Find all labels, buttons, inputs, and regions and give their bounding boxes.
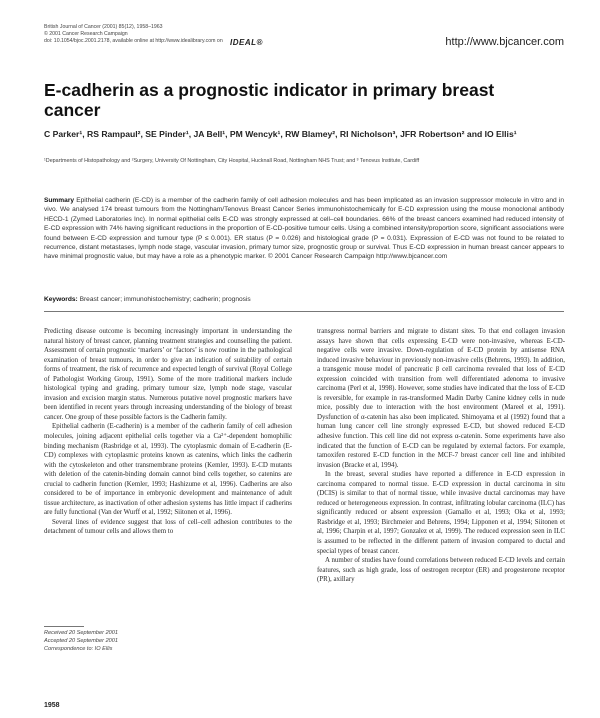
body-paragraph: Epithelial cadherin (E-cadherin) is a member of the cadherin family of cell adhesion molecules, joining adjacent epithelial cells together via a Ca²⁺-dependent homophilic binding mechanism (Rasbridge et al, 1993). The cytoplasmic domain of E-cadherin (E-CD) complexes with cytoplasmic proteins known as catenins, which links the cadherin with the cytoskeleton and other transmembrane proteins (Kemler, 1993). E-CD mutants with deletion of the catenin-binding domain cannot bind cells together, so catenins are crucial to cadherin function (Kemler, 1993; Hashizume et al, 1996). Cadherins are also considered to be of importance in embryonic development and maintenance of adult tissue architecture, as inactivation of other adhesion systems has little impact if cadherins are fully functional (Van der Wurff et al, 1992; Siitonen et al, 1996). <box>44 423 292 517</box>
page-header <box>44 24 564 46</box>
article-dates <box>44 630 284 653</box>
keywords <box>44 295 564 304</box>
journal-url[interactable]: http://www.bjcancer.com <box>445 36 564 48</box>
summary-label: Summary <box>44 197 75 204</box>
section-divider <box>44 311 564 312</box>
affiliations: ¹Departments of Histopathology and ²Surgery, University Of Nottingham, City Hospital, Hucknall Road, Nottingham NHS Trust; and ³ Tenovus Institute, Cardiff <box>44 158 420 164</box>
footnote-divider <box>44 626 84 627</box>
accepted-date: Accepted 20 September 2001 <box>44 637 119 644</box>
article-title: E-cadherin as a prognostic indicator in primary breast cancer <box>44 80 495 120</box>
keywords-label: Keywords: <box>44 296 78 303</box>
body-paragraph: Several lines of evidence suggest that loss of cell–cell adhesion contributes to the detachment of tumour cells and allows them to <box>44 518 292 536</box>
received-date: Received 20 September 2001 <box>44 630 119 636</box>
copyright-line: © 2001 Cancer Research Campaign <box>44 31 128 38</box>
body-column-right <box>317 327 565 585</box>
correspondence: Correspondence to: IO Ellis <box>44 645 113 652</box>
abstract <box>44 196 564 262</box>
body-paragraph: transgress normal barriers and migrate to distant sites. To that end collagen invasion assays have shown that cells expressing E-CD were non-invasive, whereas E-CD-negative cells were invasive. Down-regulation of E-CD protein by antisense RNA induced invasive behaviour in previously non-invasive cells (Behrens, 1993). In addition, a transgenic mouse model of pancreatic β cell carcinoma revealed that loss of E-CD expression coincided with transition from well differentiated adenoma to invasive carcinoma (Perl et al, 1998). However, some studies have indicated that the loss of E-CD is reversible, for example in ras-transformed Madin Darby Canine kidney cells in nude mice, possibly due to interaction with the host environment (Mareel et al, 1991). Dysfunction of α-catenin has also been implicated. Shimoyama et al (1992) found that a human lung cancer cell line strongly expressed E-CD, but showed reduced E-CD adhesive function. This cell line did not express α-catenin. Some experiments have also indicated that the function of E-CD can be regulated by external factors. For example, tamoxifen restored E-CD function in the MCF-7 breast cancer cell line and inhibited invasion (Bracke et al, 1994). <box>317 328 565 469</box>
body-paragraph: In the breast, several studies have reported a difference in E-CD expression in carcinoma compared to normal tissue. E-CD expression in ductal carcinoma in situ (DCIS) is similar to that of normal tissue, while invasive ductal carcinomas may have reduced or heterogeneous expression. In contrast, infiltrating lobular carcinoma (ILC) has significantly reduced or absent expression (Gamallo et al, 1993; Oka et al, 1993; Rasbridge et al, 1993; Birchmeier and Behrens, 1994; Lipponen et al, 1994; Siitonen et al, 1996; Charpin et al, 1997; Gonzalez et al, 1999). The reduced expression seen in ILC is assumed to be reflected in the different pattern of invasion compared to ductal and special types of breast cancer. <box>317 471 565 555</box>
keywords-text: Breast cancer; immunohistochemistry; cadherin; prognosis <box>79 296 251 303</box>
summary-text: Epithelial cadherin (E-CD) is a member of the cadherin family of cell adhesion molecules and has been implicated as an invasion suppressor molecule in vitro and in vivo. We analysed 174 breast tumours from the Nottingham/Tenovus Breast Cancer Series immunohistochemically for E-CD expression using the mouse monoclonal antibody HECD-1 (Zymed Laboratories Inc). In normal epithelial cells E-CD was strongly expressed at cell–cell boundaries. 66% of the breast cancers examined had reduced intensity of E-CD expression with 74% having significant reductions in the proportion of E-CD-positive tumour cells. Using a combined intensity/proportion score, significant associations were found between E-CD expression and tumour type (P ≤ 0.001). ER status (P = 0.026) and histological grade (P = 0.031). Expression of E-CD was not found to be related to recurrence, distant metastases, lymph node stage, vascular invasion, primary tumor size, prognostic group or survival. Thus E-CD expression in human breast cancer appears to have minimal prognostic value, but may have a role as a phenotypic marker. © 2001 Cancer Research Campaign http://www.bjcancer.com <box>44 197 564 261</box>
page-number: 1958 <box>44 702 60 709</box>
body-column-left <box>44 327 292 537</box>
ideal-logo: IDEAL® <box>230 38 263 47</box>
journal-citation: British Journal of Cancer (2001) 85(12), 1958–1963 <box>44 24 163 30</box>
author-list: C Parker¹, RS Rampaul², SE Pinder¹, JA Bell¹, PM Wencyk¹, RW Blamey², RI Nicholson³, JFR Robertson² and IO Ellis¹ <box>44 129 517 139</box>
body-paragraph: A number of studies have found correlations between reduced E-CD levels and certain features, such as high grade, loss of oestrogen receptor (ER) and progesterone receptor (PR), axillary <box>317 557 565 584</box>
doi-line: doi: 10.1054/bjoc.2001.2178, available online at http://www.idealibrary.com on <box>44 38 223 45</box>
body-paragraph: Predicting disease outcome is becoming increasingly important in understanding the natural history of breast cancer, planning treatment strategies and counselling the patient. Assessment of certain prognostic ‘markers’ or ‘factors’ is now routine in the pathological examination of breast tumours, in order to give an indication of suitability of certain forms of treatment, the risk of recurrence and expected length of survival (Royal College of Pathologist Working Group, 1991). Some of the more traditional markers include histological typing and grading, primary tumour size, lymph node stage, vascular invasion and excision margin status. Numerous putative novel prognostic markers have been identified in recent years through increasing understanding of the biology of breast cancer. One group of these possible factors is the Cadherin family. <box>44 328 292 421</box>
